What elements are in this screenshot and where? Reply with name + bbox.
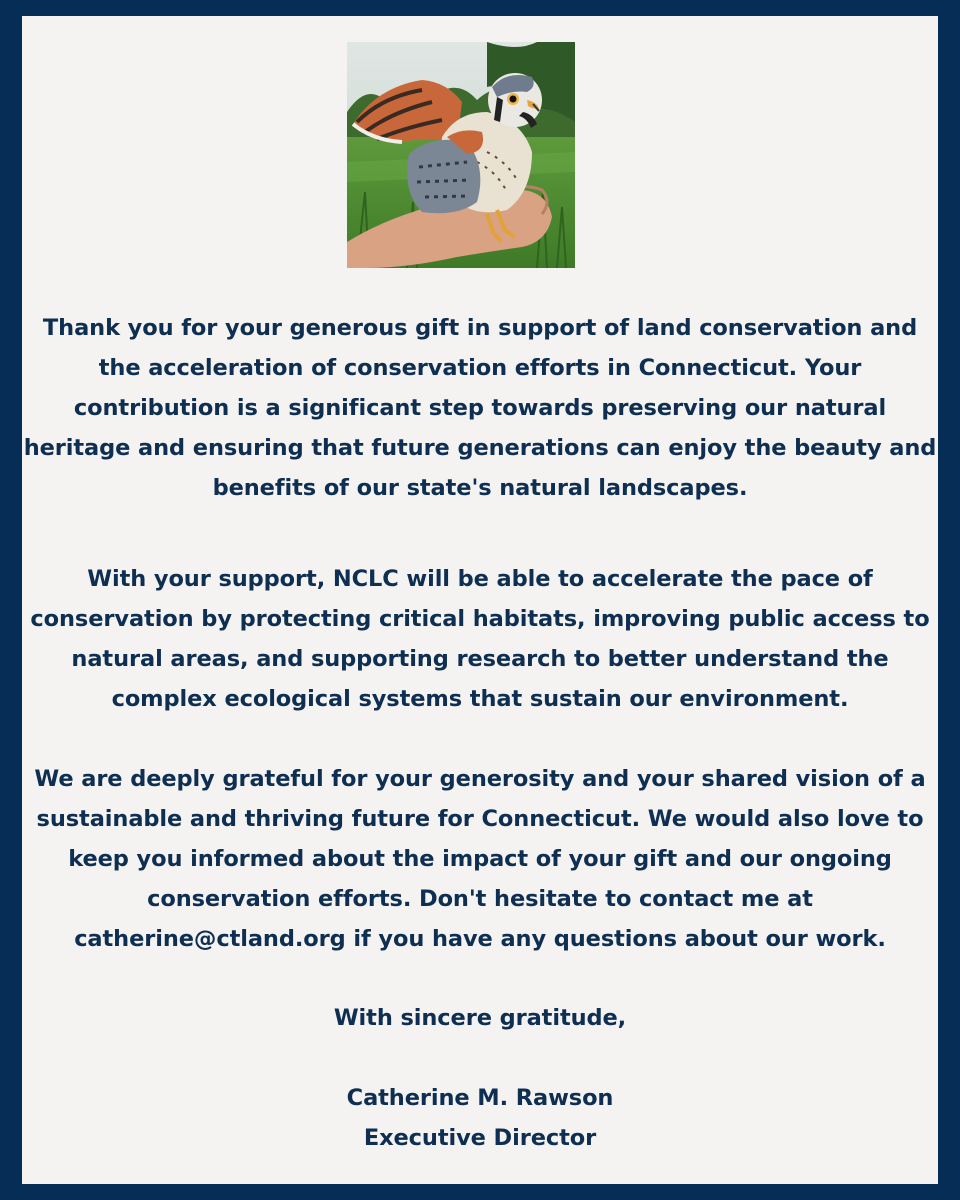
- kestrel-photo: [347, 42, 575, 268]
- paragraph-2: With your support, NCLC will be able to accelerate the pace of conservation by protecting critical habitats, improving public access to natural areas, and supporting research to better understand the complex ecological systems that sustain our environment.: [30, 566, 930, 712]
- letter-card: [22, 16, 938, 1184]
- closing-line: With sincere gratitude,: [333, 1005, 627, 1031]
- support-paragraph: [22, 559, 938, 719]
- paragraph-1: Thank you for your generous gift in support of land conservation and the acceleration of conservation efforts in Connecticut. Your contribution is a significant step towards preserving our natural heritage and ensuring that future generations can enjoy the beauty and benefits of our state's natural landscapes.: [23, 315, 937, 501]
- signature-name: Catherine M. Rawson: [346, 1085, 614, 1111]
- gratitude-paragraph: [22, 759, 938, 959]
- signature-title: Executive Director: [363, 1125, 597, 1151]
- paragraph-3: We are deeply grateful for your generosity and your shared vision of a sustainable and thriving future for Connecticut. We would also love to keep you informed about the impact of your gift and our ongoing conservation efforts. Don't hesitate to contact me at catherine@ctland.org if you have any questions about our work.: [34, 766, 926, 952]
- thank-you-paragraph: [22, 308, 938, 508]
